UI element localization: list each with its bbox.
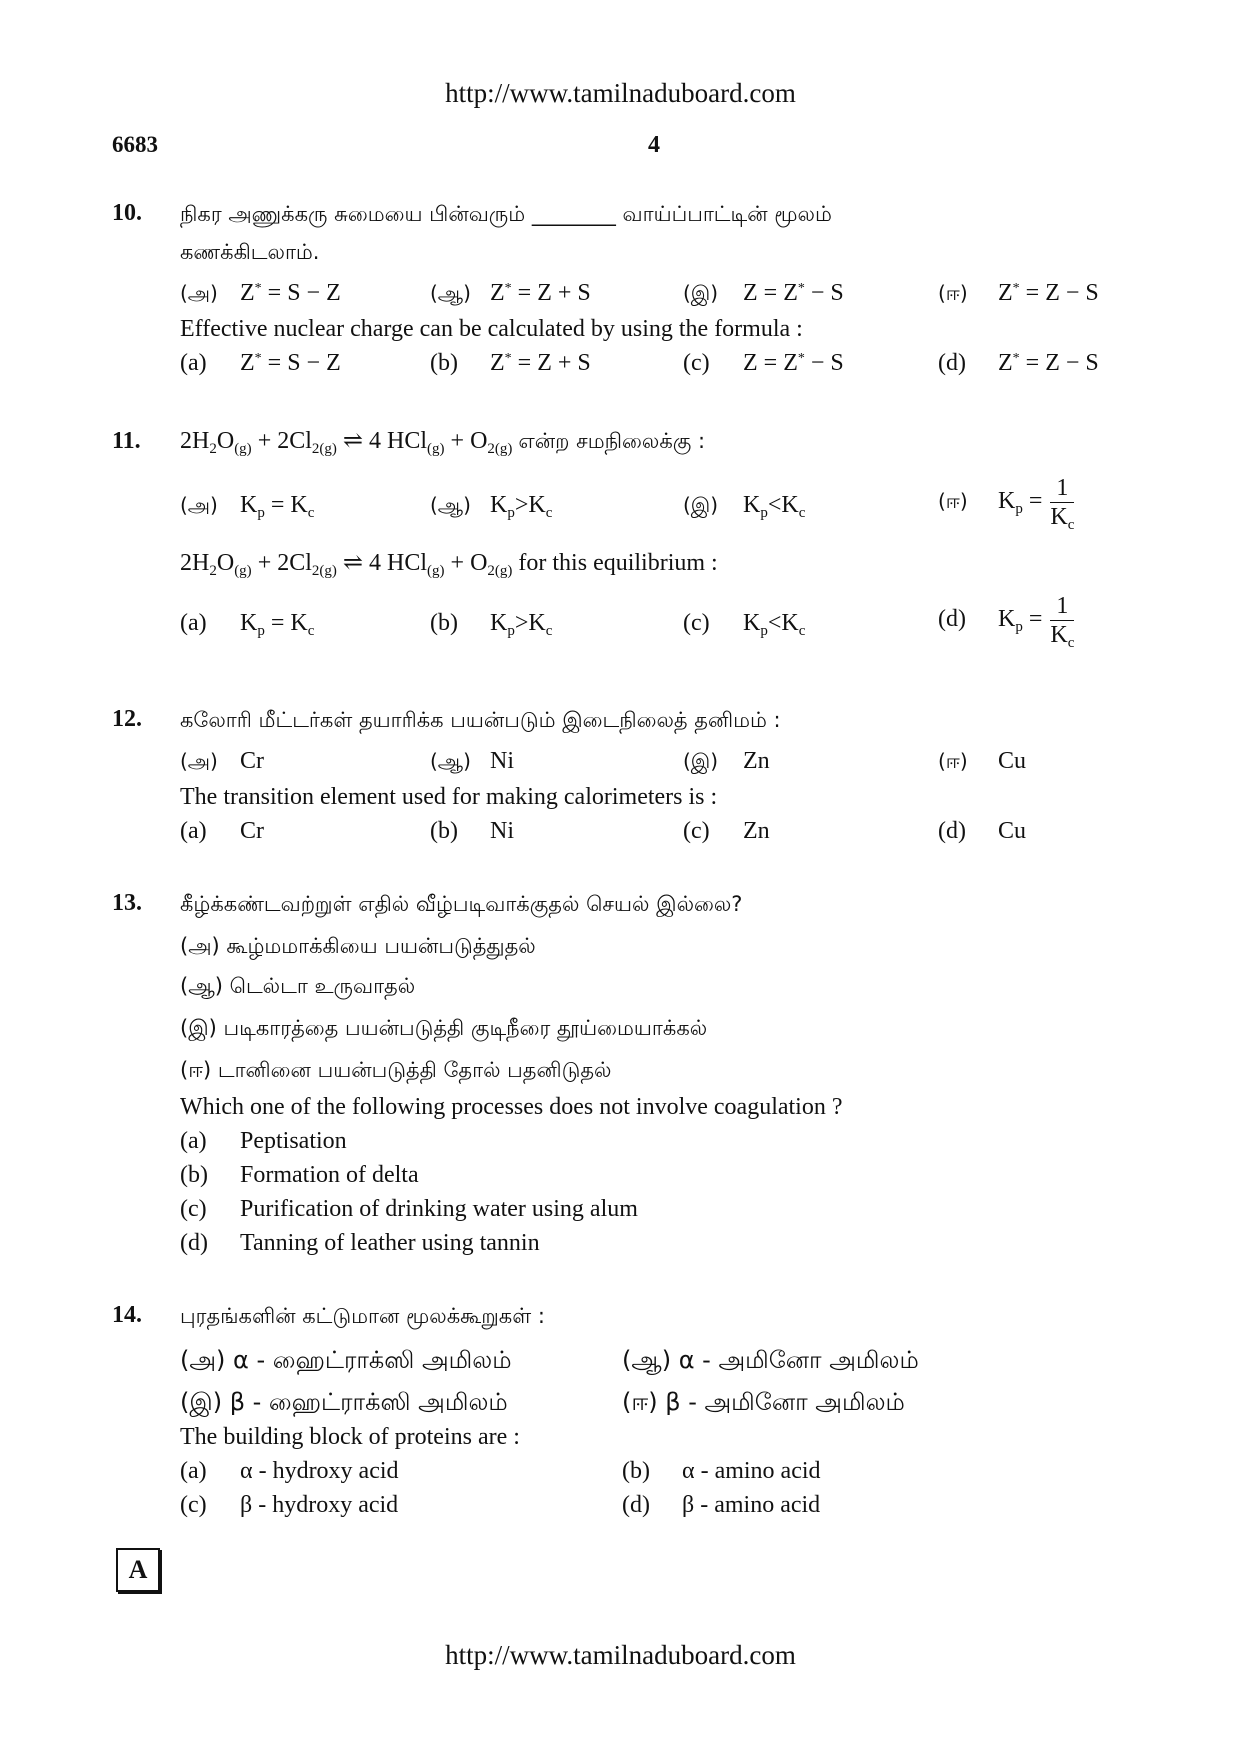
option-en-a: (a) Peptisation (180, 1128, 347, 1154)
option-ta-1: (அ) Cr (180, 748, 264, 774)
option-ta-1: (அ) α - ஹைட்ராக்ஸி அமிலம் (180, 1346, 512, 1374)
option-en-d: (d) Z* = Z − S (938, 350, 1099, 376)
option-ta-1: (அ) கூழ்மமாக்கியை பயன்படுத்துதல் (180, 934, 536, 958)
option-en-c: (c) Purification of drinking water using alum (180, 1196, 638, 1222)
equation-english: $2H_2O_{(g)} + 2Cl_{2(g)}$ ⇌ 4 $HCl_{(g)} + O_{2(g)}$ for this equilibrium : (180, 550, 718, 579)
option-en-b: (b) $K_p>K_c$ (430, 610, 553, 639)
equation-suffix-tamil: என்ற சமநிலைக்கு : (518, 429, 706, 453)
option-en-b: (b) Z* = Z + S (430, 350, 591, 376)
option-ta-4: (ஈ) β - அமினோ அமிலம் (622, 1388, 905, 1416)
option-en-a: (a) α - hydroxy acid (180, 1458, 399, 1484)
question-text-english: Which one of the following processes does not involve coagulation ? (180, 1094, 843, 1120)
option-ta-4: (ஈ) Z* = Z − S (938, 280, 1099, 306)
option-en-c: (c) $K_p<K_c$ (683, 610, 806, 639)
question-number: 11. (112, 428, 141, 454)
option-ta-2: (ஆ) Z* = Z + S (430, 280, 591, 306)
option-en-b: (b) Ni (430, 818, 514, 844)
option-ta-2: (ஆ) α - அமினோ அமிலம் (622, 1346, 919, 1374)
question-text-tamil: புரதங்களின் கட்டுமான மூலக்கூறுகள் : (180, 1304, 545, 1328)
question-number: 14. (112, 1302, 142, 1328)
header-url: http://www.tamilnaduboard.com (445, 78, 796, 108)
option-en-d: (d) β - amino acid (622, 1492, 821, 1518)
option-ta-4: (ஈ) டானினை பயன்படுத்தி தோல் பதனிடுதல் (180, 1058, 612, 1082)
option-ta-4: (ஈ) $K_p$ = $\frac{1}{K_c}$ (938, 475, 1075, 533)
question-number: 13. (112, 890, 142, 916)
question-text-tamil: கலோரி மீட்டர்கள் தயாரிக்க பயன்படும் இடைநிலைத் தனிமம் : (180, 708, 781, 732)
option-ta-4: (ஈ) Cu (938, 748, 1027, 774)
version-stamp: A (116, 1548, 160, 1592)
option-en-a: (a) $K_p = K_c$ (180, 610, 315, 639)
question-number: 12. (112, 706, 142, 732)
option-ta-2: (ஆ) $K_p>K_c$ (430, 492, 553, 521)
question-text-english: The transition element used for making calorimeters is : (180, 784, 718, 810)
option-en-c: (c) β - hydroxy acid (180, 1492, 399, 1518)
option-en-b: (b) Formation of delta (180, 1162, 419, 1188)
option-en-c: (c) Z = Z* − S (683, 350, 844, 376)
option-en-d: (d) Tanning of leather using tannin (180, 1230, 540, 1256)
option-ta-3: (இ) $K_p<K_c$ (683, 492, 806, 521)
option-en-c: (c) Zn (683, 818, 770, 844)
option-ta-3: (இ) Z = Z* − S (683, 280, 844, 306)
option-ta-2: (ஆ) Ni (430, 748, 514, 774)
option-ta-3: (இ) β - ஹைட்ராக்ஸி அமிலம் (180, 1388, 508, 1416)
question-text-english: Effective nuclear charge can be calculated by using the formula : (180, 316, 803, 342)
option-ta-1: (அ) $K_p = K_c$ (180, 492, 315, 521)
page-number: 4 (648, 132, 660, 158)
option-ta-3: (இ) படிகாரத்தை பயன்படுத்தி குடிநீரை தூய்மையாக்கல் (180, 1016, 708, 1040)
fraction: $\frac{1}{K_c}$ (1050, 593, 1075, 651)
question-number: 10. (112, 200, 142, 226)
option-ta-2: (ஆ) டெல்டா உருவாதல் (180, 974, 416, 998)
equation-suffix-english: for this equilibrium : (518, 550, 718, 576)
option-en-d: (d) $K_p$ = $\frac{1}{K_c}$ (938, 593, 1075, 651)
option-ta-1: (அ) Z* = S − Z (180, 280, 341, 306)
footer-url: http://www.tamilnaduboard.com (445, 1640, 796, 1670)
question-text-tamil: கீழ்க்கண்டவற்றுள் எதில் வீழ்படிவாக்குதல் செயல் இல்லை? (180, 892, 743, 916)
option-en-d: (d) Cu (938, 818, 1027, 844)
paper-code: 6683 (112, 132, 158, 157)
option-en-a: (a) Z* = S − Z (180, 350, 341, 376)
question-text-tamil-cont: கணக்கிடலாம். (180, 240, 320, 264)
option-en-b: (b) α - amino acid (622, 1458, 821, 1484)
option-ta-3: (இ) Zn (683, 748, 770, 774)
question-text-english: The building block of proteins are : (180, 1424, 520, 1450)
option-en-a: (a) Cr (180, 818, 264, 844)
question-text-tamil: நிகர அணுக்கரு சுமையை பின்வரும் ________ வாய்ப்பாட்டின் மூலம் (180, 202, 832, 226)
equation-tamil: $2H_2O_{(g)} + 2Cl_{2(g)}$ ⇌ 4 $HCl_{(g)} + O_{2(g)}$ என்ற சமநிலைக்கு : (180, 428, 706, 457)
fraction: $\frac{1}{K_c}$ (1050, 475, 1075, 533)
